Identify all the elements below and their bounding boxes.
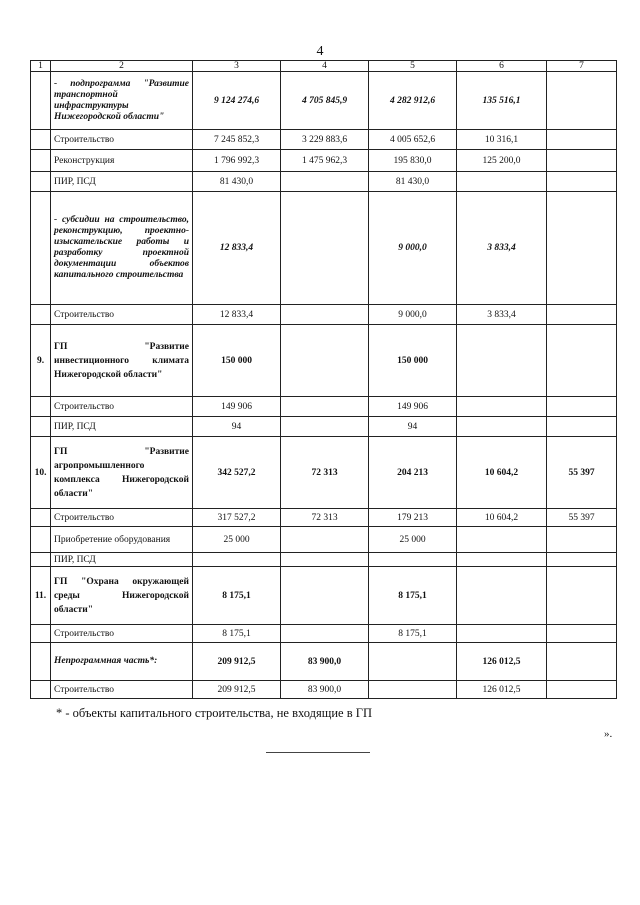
cell-col5: 81 430,0 xyxy=(369,172,457,192)
cell-col6 xyxy=(457,397,547,417)
header-row xyxy=(31,61,617,72)
cell-col6: 10 604,2 xyxy=(457,437,547,509)
table-row xyxy=(31,150,617,172)
cell-col3: 209 912,5 xyxy=(193,681,281,699)
row-name: Строительство xyxy=(51,625,193,643)
closing-quote-mark: ». xyxy=(604,728,613,740)
cell-col4: 72 313 xyxy=(281,509,369,527)
cell-col3: 8 175,1 xyxy=(193,625,281,643)
header-cell: 6 xyxy=(457,61,547,72)
cell-col6: 10 604,2 xyxy=(457,509,547,527)
row-number xyxy=(31,397,51,417)
header-cell: 1 xyxy=(31,61,51,72)
row-name: - подпрограмма "Развитие транспортной инфраструктуры Нижегородской области" xyxy=(51,72,193,130)
cell-col4: 72 313 xyxy=(281,437,369,509)
page-number: 4 xyxy=(316,44,324,59)
row-name: ПИР, ПСД xyxy=(51,417,193,437)
cell-col5: 4 282 912,6 xyxy=(369,72,457,130)
row-number xyxy=(31,150,51,172)
cell-col4 xyxy=(281,625,369,643)
header-cell: 3 xyxy=(193,61,281,72)
cell-col5 xyxy=(369,643,457,681)
cell-col5: 9 000,0 xyxy=(369,192,457,305)
cell-col6 xyxy=(457,567,547,625)
row-name: ГП "Охрана окружающей среды Нижегородской области" xyxy=(51,567,193,625)
row-name: ГП "Развитие инвестиционного климата Нижегородской области" xyxy=(51,325,193,397)
cell-col4 xyxy=(281,192,369,305)
cell-col5: 25 000 xyxy=(369,527,457,553)
row-number xyxy=(31,305,51,325)
cell-col5: 179 213 xyxy=(369,509,457,527)
cell-col5: 9 000,0 xyxy=(369,305,457,325)
cell-col6 xyxy=(457,527,547,553)
cell-col3: 9 124 274,6 xyxy=(193,72,281,130)
cell-col6: 126 012,5 xyxy=(457,681,547,699)
cell-col6 xyxy=(457,172,547,192)
cell-col6 xyxy=(457,325,547,397)
cell-col3: 81 430,0 xyxy=(193,172,281,192)
header-cell: 5 xyxy=(369,61,457,72)
cell-col3: 342 527,2 xyxy=(193,437,281,509)
cell-col7 xyxy=(547,527,617,553)
cell-col3: 25 000 xyxy=(193,527,281,553)
table-row xyxy=(31,681,617,699)
table-row xyxy=(31,72,617,130)
header-cell: 4 xyxy=(281,61,369,72)
separator-line xyxy=(266,752,370,753)
table-row xyxy=(31,397,617,417)
cell-col6: 135 516,1 xyxy=(457,72,547,130)
cell-col5: 195 830,0 xyxy=(369,150,457,172)
cell-col7 xyxy=(547,150,617,172)
cell-col6: 126 012,5 xyxy=(457,643,547,681)
row-name: Строительство xyxy=(51,397,193,417)
table-row xyxy=(31,192,617,305)
table-row xyxy=(31,553,617,567)
cell-col3: 317 527,2 xyxy=(193,509,281,527)
row-number xyxy=(31,172,51,192)
row-number: 11. xyxy=(31,567,51,625)
cell-col4: 83 900,0 xyxy=(281,643,369,681)
row-number: 10. xyxy=(31,437,51,509)
row-name: ГП "Развитие агропромышленного комплекса Нижегородской области" xyxy=(51,437,193,509)
table-row xyxy=(31,130,617,150)
cell-col7: 55 397 xyxy=(547,509,617,527)
cell-col4 xyxy=(281,567,369,625)
cell-col3: 149 906 xyxy=(193,397,281,417)
cell-col7 xyxy=(547,553,617,567)
cell-col4: 4 705 845,9 xyxy=(281,72,369,130)
table-row xyxy=(31,305,617,325)
table-row xyxy=(31,643,617,681)
row-name: ПИР, ПСД xyxy=(51,172,193,192)
cell-col6: 3 833,4 xyxy=(457,305,547,325)
row-number xyxy=(31,130,51,150)
cell-col3: 1 796 992,3 xyxy=(193,150,281,172)
cell-col7 xyxy=(547,325,617,397)
row-name: Строительство xyxy=(51,509,193,527)
cell-col5 xyxy=(369,553,457,567)
header-cell: 2 xyxy=(51,61,193,72)
row-number xyxy=(31,72,51,130)
cell-col3: 209 912,5 xyxy=(193,643,281,681)
cell-col4: 3 229 883,6 xyxy=(281,130,369,150)
cell-col6: 125 200,0 xyxy=(457,150,547,172)
cell-col5: 94 xyxy=(369,417,457,437)
cell-col3: 12 833,4 xyxy=(193,305,281,325)
cell-col6 xyxy=(457,417,547,437)
row-number xyxy=(31,192,51,305)
cell-col3: 7 245 852,3 xyxy=(193,130,281,150)
cell-col3: 8 175,1 xyxy=(193,567,281,625)
cell-col4 xyxy=(281,553,369,567)
row-number: 9. xyxy=(31,325,51,397)
header-cell: 7 xyxy=(547,61,617,72)
cell-col5: 8 175,1 xyxy=(369,625,457,643)
table-row xyxy=(31,172,617,192)
cell-col7 xyxy=(547,192,617,305)
row-number xyxy=(31,643,51,681)
row-number xyxy=(31,509,51,527)
row-name: Реконструкция xyxy=(51,150,193,172)
row-number xyxy=(31,527,51,553)
cell-col7 xyxy=(547,305,617,325)
row-number xyxy=(31,625,51,643)
cell-col4 xyxy=(281,325,369,397)
cell-col5: 150 000 xyxy=(369,325,457,397)
table-row xyxy=(31,437,617,509)
cell-col3: 94 xyxy=(193,417,281,437)
row-name: ПИР, ПСД xyxy=(51,553,193,567)
cell-col6: 3 833,4 xyxy=(457,192,547,305)
row-number xyxy=(31,553,51,567)
table-row xyxy=(31,417,617,437)
cell-col7: 55 397 xyxy=(547,437,617,509)
table-row xyxy=(31,527,617,553)
row-name: - субсидии на строительство, реконструкцию, проектно-изыскательские работы и разработку проектной документации объектов капитального строительства xyxy=(51,192,193,305)
cell-col7 xyxy=(547,643,617,681)
row-name: Строительство xyxy=(51,681,193,699)
cell-col7 xyxy=(547,567,617,625)
row-number xyxy=(31,681,51,699)
cell-col4 xyxy=(281,417,369,437)
cell-col5: 4 005 652,6 xyxy=(369,130,457,150)
row-name: Строительство xyxy=(51,130,193,150)
table-row xyxy=(31,325,617,397)
capital-investment-table xyxy=(30,60,617,699)
cell-col5: 8 175,1 xyxy=(369,567,457,625)
cell-col7 xyxy=(547,417,617,437)
cell-col7 xyxy=(547,397,617,417)
row-number xyxy=(31,417,51,437)
cell-col7 xyxy=(547,681,617,699)
row-name: Приобретение оборудования xyxy=(51,527,193,553)
table-row xyxy=(31,509,617,527)
row-name: Непрограммная часть*: xyxy=(51,643,193,681)
cell-col6: 10 316,1 xyxy=(457,130,547,150)
cell-col4 xyxy=(281,397,369,417)
cell-col6 xyxy=(457,553,547,567)
cell-col4 xyxy=(281,527,369,553)
row-name: Строительство xyxy=(51,305,193,325)
cell-col4: 1 475 962,3 xyxy=(281,150,369,172)
cell-col6 xyxy=(457,625,547,643)
cell-col5: 204 213 xyxy=(369,437,457,509)
cell-col4 xyxy=(281,305,369,325)
cell-col7 xyxy=(547,172,617,192)
cell-col5: 149 906 xyxy=(369,397,457,417)
cell-col7 xyxy=(547,72,617,130)
cell-col7 xyxy=(547,130,617,150)
table-row xyxy=(31,625,617,643)
cell-col5 xyxy=(369,681,457,699)
cell-col3: 12 833,4 xyxy=(193,192,281,305)
cell-col4: 83 900,0 xyxy=(281,681,369,699)
cell-col7 xyxy=(547,625,617,643)
cell-col3: 150 000 xyxy=(193,325,281,397)
table-row xyxy=(31,567,617,625)
cell-col4 xyxy=(281,172,369,192)
cell-col3 xyxy=(193,553,281,567)
footnote: * - объекты капитального строительства, не входящие в ГП xyxy=(56,706,373,720)
